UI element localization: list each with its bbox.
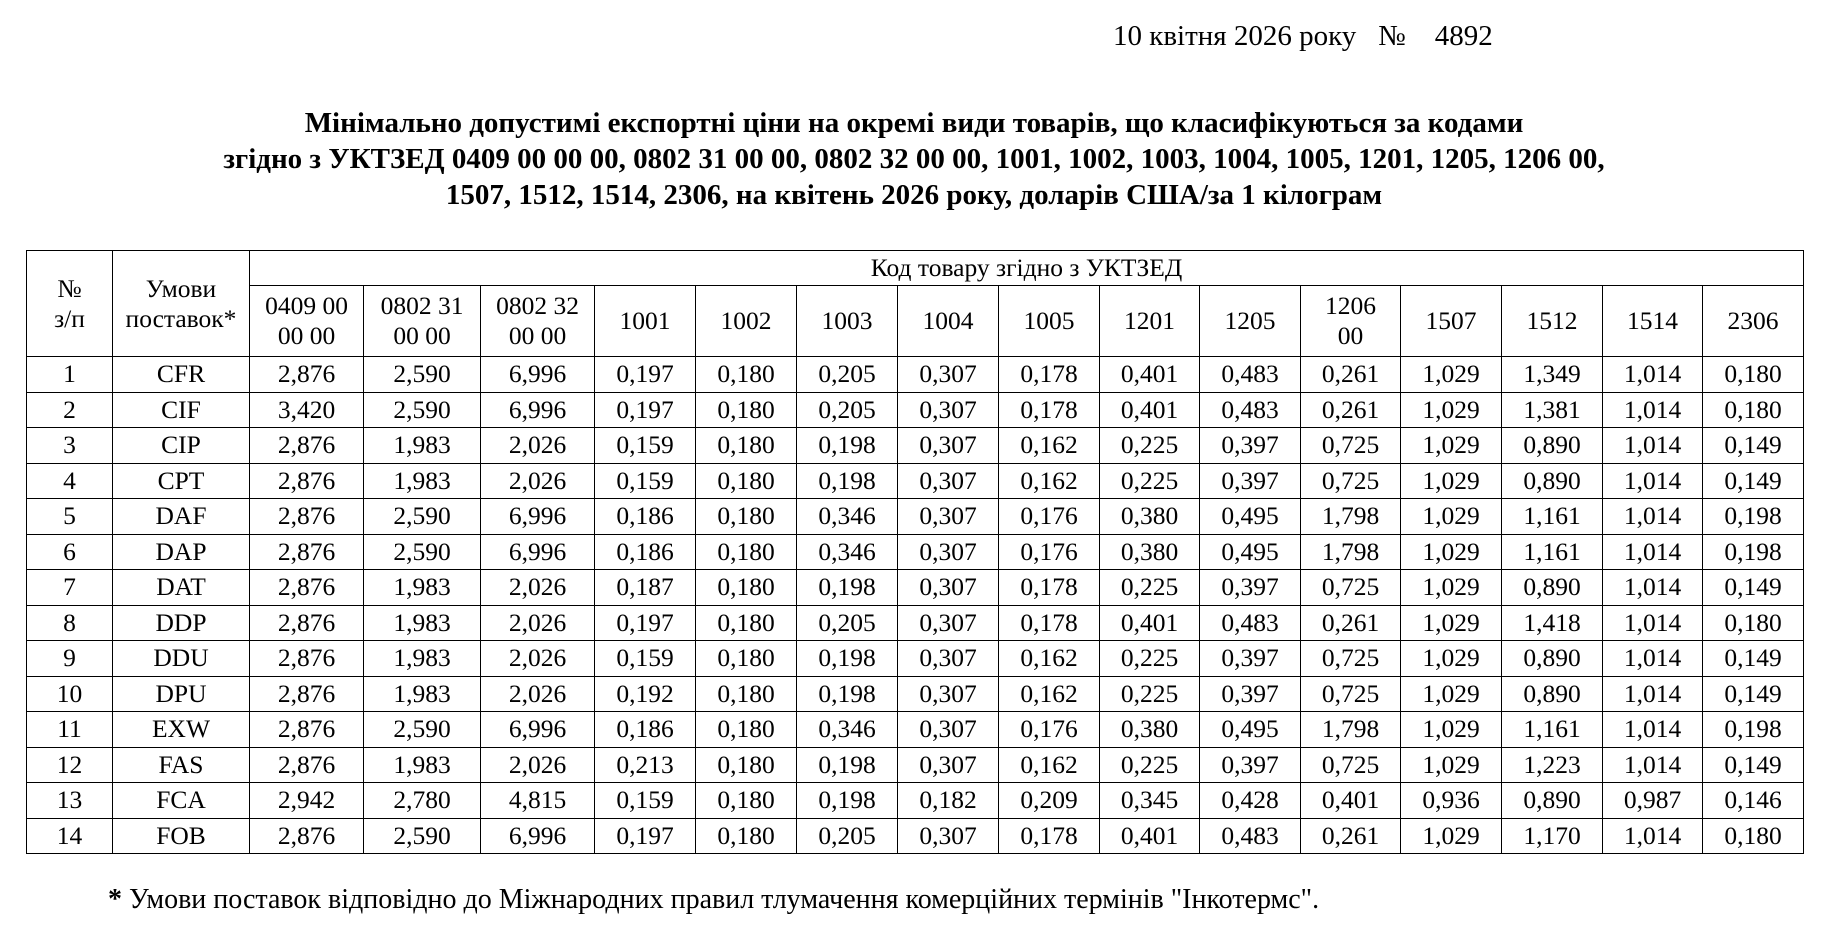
price-cell: 0,178 — [999, 818, 1100, 854]
header-code-10: 1206 00 — [1301, 286, 1401, 357]
footnote-marker: * — [108, 884, 122, 915]
price-cell: 2,590 — [364, 534, 481, 570]
price-cell: 1,029 — [1401, 463, 1502, 499]
price-cell: 2,026 — [481, 605, 595, 641]
price-cell: 0,180 — [696, 747, 797, 783]
price-cell: 0,890 — [1502, 783, 1603, 819]
table-row — [27, 605, 1804, 641]
price-cell: 2,876 — [250, 712, 364, 748]
price-cell: 0,987 — [1603, 783, 1703, 819]
price-cell: 0,428 — [1200, 783, 1301, 819]
price-cell: 0,198 — [797, 676, 898, 712]
price-cell: 2,026 — [481, 463, 595, 499]
price-cell: 0,180 — [1703, 392, 1804, 428]
price-cell: 0,176 — [999, 712, 1100, 748]
price-cell: 0,725 — [1301, 570, 1401, 606]
price-cell: 1,798 — [1301, 712, 1401, 748]
price-cell: 1,983 — [364, 676, 481, 712]
price-table — [26, 250, 1804, 854]
price-cell: 2,876 — [250, 357, 364, 393]
price-cell: 0,397 — [1200, 428, 1301, 464]
price-cell: 2,876 — [250, 570, 364, 606]
price-cell: 0,307 — [898, 463, 999, 499]
price-cell: 0,149 — [1703, 428, 1804, 464]
title-line-1: Мінімально допустимі експортні ціни на окремі види товарів, що класифікуються за кодами — [304, 107, 1524, 139]
price-cell: 1,029 — [1401, 357, 1502, 393]
table-row — [27, 783, 1804, 819]
price-cell: 0,401 — [1100, 392, 1200, 428]
price-cell: 0,197 — [595, 392, 696, 428]
price-cell: 0,198 — [1703, 534, 1804, 570]
price-cell: 0,307 — [898, 712, 999, 748]
price-cell: 0,180 — [696, 605, 797, 641]
price-cell: 0,198 — [797, 641, 898, 677]
price-cell: 0,483 — [1200, 818, 1301, 854]
price-cell: 0,176 — [999, 534, 1100, 570]
price-cell: 0,890 — [1502, 428, 1603, 464]
title-line-2: згідно з УКТЗЕД 0409 00 00 00, 0802 31 00 00, 0802 32 00 00, 1001, 1002, 1003, 1004, 1005, 1201, 1205, 1206 00, — [223, 143, 1605, 175]
price-cell: 1,014 — [1603, 392, 1703, 428]
price-cell: 2,590 — [364, 392, 481, 428]
document-title — [130, 105, 1698, 213]
price-cell: 1,349 — [1502, 357, 1603, 393]
price-cell: 0,346 — [797, 499, 898, 535]
price-cell: 0,401 — [1100, 605, 1200, 641]
price-cell: 0,483 — [1200, 392, 1301, 428]
price-cell: 0,225 — [1100, 428, 1200, 464]
row-number: 13 — [27, 783, 113, 819]
price-cell: 0,186 — [595, 712, 696, 748]
price-cell: 2,876 — [250, 818, 364, 854]
document-header — [1113, 18, 1493, 54]
price-cell: 0,261 — [1301, 818, 1401, 854]
price-cell: 0,162 — [999, 676, 1100, 712]
price-cell: 0,225 — [1100, 747, 1200, 783]
price-cell: 1,029 — [1401, 605, 1502, 641]
delivery-term: CPT — [113, 463, 250, 499]
row-number: 14 — [27, 818, 113, 854]
price-cell: 6,996 — [481, 499, 595, 535]
price-cell: 0,307 — [898, 570, 999, 606]
price-cell: 6,996 — [481, 392, 595, 428]
header-delivery-terms: Умови поставок* — [113, 251, 250, 357]
document-date: 10 квітня 2026 року — [1113, 20, 1357, 52]
price-cell: 0,159 — [595, 428, 696, 464]
price-cell: 0,182 — [898, 783, 999, 819]
price-cell: 0,159 — [595, 641, 696, 677]
price-cell: 0,307 — [898, 676, 999, 712]
price-cell: 0,495 — [1200, 534, 1301, 570]
price-cell: 1,798 — [1301, 499, 1401, 535]
price-cell: 0,397 — [1200, 747, 1301, 783]
price-cell: 0,213 — [595, 747, 696, 783]
price-cell: 2,026 — [481, 747, 595, 783]
table-row — [27, 428, 1804, 464]
price-cell: 0,397 — [1200, 463, 1301, 499]
price-cell: 1,983 — [364, 641, 481, 677]
header-code-11: 1507 — [1401, 286, 1502, 357]
price-cell: 2,876 — [250, 641, 364, 677]
price-cell: 2,026 — [481, 641, 595, 677]
price-cell: 1,014 — [1603, 463, 1703, 499]
price-cell: 0,198 — [797, 463, 898, 499]
header-code-3: 1001 — [595, 286, 696, 357]
price-cell: 0,307 — [898, 499, 999, 535]
price-cell: 1,029 — [1401, 428, 1502, 464]
price-cell: 1,014 — [1603, 818, 1703, 854]
price-cell: 0,307 — [898, 392, 999, 428]
delivery-term: FAS — [113, 747, 250, 783]
price-cell: 0,483 — [1200, 357, 1301, 393]
row-number: 7 — [27, 570, 113, 606]
price-cell: 1,983 — [364, 605, 481, 641]
price-cell: 0,307 — [898, 641, 999, 677]
price-cell: 0,307 — [898, 428, 999, 464]
price-cell: 0,180 — [696, 499, 797, 535]
price-cell: 1,029 — [1401, 392, 1502, 428]
price-cell: 0,149 — [1703, 676, 1804, 712]
price-cell: 1,029 — [1401, 499, 1502, 535]
price-cell: 0,890 — [1502, 676, 1603, 712]
price-cell: 6,996 — [481, 357, 595, 393]
price-cell: 0,149 — [1703, 570, 1804, 606]
delivery-term: EXW — [113, 712, 250, 748]
price-cell: 2,876 — [250, 605, 364, 641]
price-cell: 0,180 — [696, 534, 797, 570]
price-cell: 0,187 — [595, 570, 696, 606]
row-number: 6 — [27, 534, 113, 570]
price-cell: 4,815 — [481, 783, 595, 819]
header-code-5: 1003 — [797, 286, 898, 357]
price-cell: 0,159 — [595, 783, 696, 819]
price-cell: 0,346 — [797, 712, 898, 748]
table-row — [27, 818, 1804, 854]
header-code-14: 2306 — [1703, 286, 1804, 357]
price-cell: 0,197 — [595, 357, 696, 393]
price-cell: 0,180 — [696, 428, 797, 464]
price-cell: 1,381 — [1502, 392, 1603, 428]
price-cell: 0,225 — [1100, 463, 1200, 499]
price-cell: 0,149 — [1703, 747, 1804, 783]
delivery-term: FOB — [113, 818, 250, 854]
header-row-number: № з/п — [27, 251, 113, 357]
price-cell: 2,026 — [481, 676, 595, 712]
price-cell: 0,178 — [999, 605, 1100, 641]
header-code-1: 0802 31 00 00 — [364, 286, 481, 357]
price-cell: 0,890 — [1502, 641, 1603, 677]
delivery-term: CIF — [113, 392, 250, 428]
price-cell: 3,420 — [250, 392, 364, 428]
price-cell: 0,205 — [797, 392, 898, 428]
price-cell: 0,162 — [999, 641, 1100, 677]
header-code-9: 1205 — [1200, 286, 1301, 357]
header-code-12: 1512 — [1502, 286, 1603, 357]
price-cell: 0,180 — [696, 712, 797, 748]
price-cell: 0,198 — [797, 570, 898, 606]
price-cell: 0,198 — [797, 747, 898, 783]
price-cell: 0,725 — [1301, 676, 1401, 712]
price-cell: 1,983 — [364, 428, 481, 464]
price-cell: 0,401 — [1301, 783, 1401, 819]
price-cell: 0,936 — [1401, 783, 1502, 819]
price-cell: 0,483 — [1200, 605, 1301, 641]
price-cell: 6,996 — [481, 712, 595, 748]
price-cell: 1,170 — [1502, 818, 1603, 854]
price-cell: 1,029 — [1401, 676, 1502, 712]
price-cell: 0,725 — [1301, 463, 1401, 499]
price-cell: 0,725 — [1301, 641, 1401, 677]
price-cell: 1,029 — [1401, 818, 1502, 854]
table-row — [27, 747, 1804, 783]
price-cell: 0,180 — [1703, 818, 1804, 854]
table-row — [27, 534, 1804, 570]
price-cell: 1,014 — [1603, 357, 1703, 393]
document-number-label: № — [1378, 20, 1406, 52]
footnote — [108, 882, 1319, 918]
price-cell: 1,983 — [364, 747, 481, 783]
price-cell: 1,014 — [1603, 712, 1703, 748]
price-cell: 0,725 — [1301, 747, 1401, 783]
footnote-text: Умови поставок відповідно до Міжнародних правил тлумачення комерційних термінів "Інкотермс". — [122, 884, 1320, 915]
price-cell: 2,590 — [364, 818, 481, 854]
price-cell: 0,205 — [797, 357, 898, 393]
price-cell: 0,225 — [1100, 570, 1200, 606]
price-cell: 0,397 — [1200, 641, 1301, 677]
price-cell: 0,149 — [1703, 641, 1804, 677]
price-cell: 2,590 — [364, 712, 481, 748]
price-cell: 1,983 — [364, 463, 481, 499]
price-cell: 0,307 — [898, 534, 999, 570]
price-cell: 0,178 — [999, 392, 1100, 428]
delivery-term: DAT — [113, 570, 250, 606]
price-cell: 0,261 — [1301, 392, 1401, 428]
price-cell: 0,180 — [696, 392, 797, 428]
delivery-term: DPU — [113, 676, 250, 712]
price-cell: 2,876 — [250, 534, 364, 570]
row-number: 2 — [27, 392, 113, 428]
row-number: 1 — [27, 357, 113, 393]
price-cell: 0,725 — [1301, 428, 1401, 464]
price-cell: 0,225 — [1100, 676, 1200, 712]
price-cell: 0,180 — [1703, 605, 1804, 641]
price-cell: 0,186 — [595, 534, 696, 570]
price-cell: 0,495 — [1200, 499, 1301, 535]
price-cell: 0,198 — [797, 783, 898, 819]
price-cell: 0,261 — [1301, 605, 1401, 641]
price-cell: 0,180 — [696, 818, 797, 854]
table-row — [27, 357, 1804, 393]
price-cell: 0,198 — [797, 428, 898, 464]
price-cell: 2,876 — [250, 428, 364, 464]
price-cell: 1,014 — [1603, 676, 1703, 712]
price-cell: 1,029 — [1401, 570, 1502, 606]
delivery-term: FCA — [113, 783, 250, 819]
price-cell: 0,180 — [696, 641, 797, 677]
price-cell: 0,225 — [1100, 641, 1200, 677]
price-cell: 2,876 — [250, 747, 364, 783]
row-number: 9 — [27, 641, 113, 677]
table-row — [27, 676, 1804, 712]
delivery-term: CFR — [113, 357, 250, 393]
row-number: 8 — [27, 605, 113, 641]
price-cell: 0,197 — [595, 605, 696, 641]
header-product-code-group: Код товару згідно з УКТЗЕД — [250, 251, 1804, 286]
header-code-0: 0409 00 00 00 — [250, 286, 364, 357]
table-row — [27, 499, 1804, 535]
price-cell: 0,180 — [1703, 357, 1804, 393]
price-cell: 1,161 — [1502, 499, 1603, 535]
row-number: 5 — [27, 499, 113, 535]
header-code-2: 0802 32 00 00 — [481, 286, 595, 357]
price-cell: 0,380 — [1100, 534, 1200, 570]
price-cell: 0,397 — [1200, 676, 1301, 712]
price-cell: 1,798 — [1301, 534, 1401, 570]
price-cell: 0,380 — [1100, 712, 1200, 748]
row-number: 12 — [27, 747, 113, 783]
price-cell: 0,307 — [898, 605, 999, 641]
title-line-3: 1507, 1512, 1514, 2306, на квітень 2026 року, доларів США/за 1 кілограм — [445, 179, 1383, 211]
header-code-4: 1002 — [696, 286, 797, 357]
price-cell: 0,307 — [898, 357, 999, 393]
price-cell: 1,014 — [1603, 570, 1703, 606]
price-cell: 0,307 — [898, 747, 999, 783]
price-cell: 1,014 — [1603, 641, 1703, 677]
price-cell: 0,162 — [999, 463, 1100, 499]
price-cell: 1,161 — [1502, 534, 1603, 570]
price-cell: 2,590 — [364, 499, 481, 535]
price-cell: 1,014 — [1603, 428, 1703, 464]
price-cell: 0,192 — [595, 676, 696, 712]
row-number: 4 — [27, 463, 113, 499]
price-cell: 0,178 — [999, 357, 1100, 393]
price-cell: 0,146 — [1703, 783, 1804, 819]
price-cell: 0,180 — [696, 357, 797, 393]
price-cell: 2,590 — [364, 357, 481, 393]
price-cell: 0,180 — [696, 463, 797, 499]
price-cell: 2,876 — [250, 463, 364, 499]
price-cell: 0,162 — [999, 428, 1100, 464]
price-cell: 0,205 — [797, 605, 898, 641]
price-cell: 0,176 — [999, 499, 1100, 535]
price-cell: 0,401 — [1100, 818, 1200, 854]
price-cell: 0,397 — [1200, 570, 1301, 606]
price-cell: 1,029 — [1401, 747, 1502, 783]
price-cell: 0,890 — [1502, 463, 1603, 499]
price-cell: 1,161 — [1502, 712, 1603, 748]
row-number: 10 — [27, 676, 113, 712]
price-cell: 0,178 — [999, 570, 1100, 606]
price-cell: 0,890 — [1502, 570, 1603, 606]
price-cell: 1,983 — [364, 570, 481, 606]
price-cell: 0,180 — [696, 676, 797, 712]
price-cell: 0,159 — [595, 463, 696, 499]
price-cell: 1,029 — [1401, 712, 1502, 748]
price-cell: 0,198 — [1703, 499, 1804, 535]
price-cell: 0,307 — [898, 818, 999, 854]
table-row — [27, 712, 1804, 748]
header-code-8: 1201 — [1100, 286, 1200, 357]
delivery-term: CIP — [113, 428, 250, 464]
price-cell: 0,198 — [1703, 712, 1804, 748]
price-cell: 0,180 — [696, 570, 797, 606]
price-cell: 2,026 — [481, 428, 595, 464]
document-number: 4892 — [1434, 20, 1493, 52]
price-cell: 1,014 — [1603, 499, 1703, 535]
table-row — [27, 392, 1804, 428]
price-cell: 0,209 — [999, 783, 1100, 819]
price-cell: 2,026 — [481, 570, 595, 606]
price-cell: 0,261 — [1301, 357, 1401, 393]
price-cell: 0,495 — [1200, 712, 1301, 748]
price-cell: 1,014 — [1603, 605, 1703, 641]
price-cell: 6,996 — [481, 534, 595, 570]
price-cell: 6,996 — [481, 818, 595, 854]
header-code-6: 1004 — [898, 286, 999, 357]
price-cell: 1,223 — [1502, 747, 1603, 783]
table-row — [27, 570, 1804, 606]
delivery-term: DDP — [113, 605, 250, 641]
price-cell: 0,345 — [1100, 783, 1200, 819]
row-number: 3 — [27, 428, 113, 464]
price-cell: 0,197 — [595, 818, 696, 854]
price-cell: 1,014 — [1603, 747, 1703, 783]
header-code-13: 1514 — [1603, 286, 1703, 357]
price-cell: 0,186 — [595, 499, 696, 535]
table-row — [27, 641, 1804, 677]
price-cell: 0,346 — [797, 534, 898, 570]
price-cell: 0,162 — [999, 747, 1100, 783]
price-cell: 1,029 — [1401, 534, 1502, 570]
price-cell: 2,876 — [250, 499, 364, 535]
price-cell: 0,205 — [797, 818, 898, 854]
price-cell: 0,401 — [1100, 357, 1200, 393]
delivery-term: DAF — [113, 499, 250, 535]
row-number: 11 — [27, 712, 113, 748]
price-cell: 2,876 — [250, 676, 364, 712]
table-row — [27, 463, 1804, 499]
delivery-term: DAP — [113, 534, 250, 570]
delivery-term: DDU — [113, 641, 250, 677]
price-cell: 0,380 — [1100, 499, 1200, 535]
price-cell: 1,014 — [1603, 534, 1703, 570]
price-cell: 0,149 — [1703, 463, 1804, 499]
price-cell: 1,029 — [1401, 641, 1502, 677]
price-cell: 0,180 — [696, 783, 797, 819]
price-cell: 2,942 — [250, 783, 364, 819]
price-cell: 1,418 — [1502, 605, 1603, 641]
header-code-7: 1005 — [999, 286, 1100, 357]
price-cell: 2,780 — [364, 783, 481, 819]
